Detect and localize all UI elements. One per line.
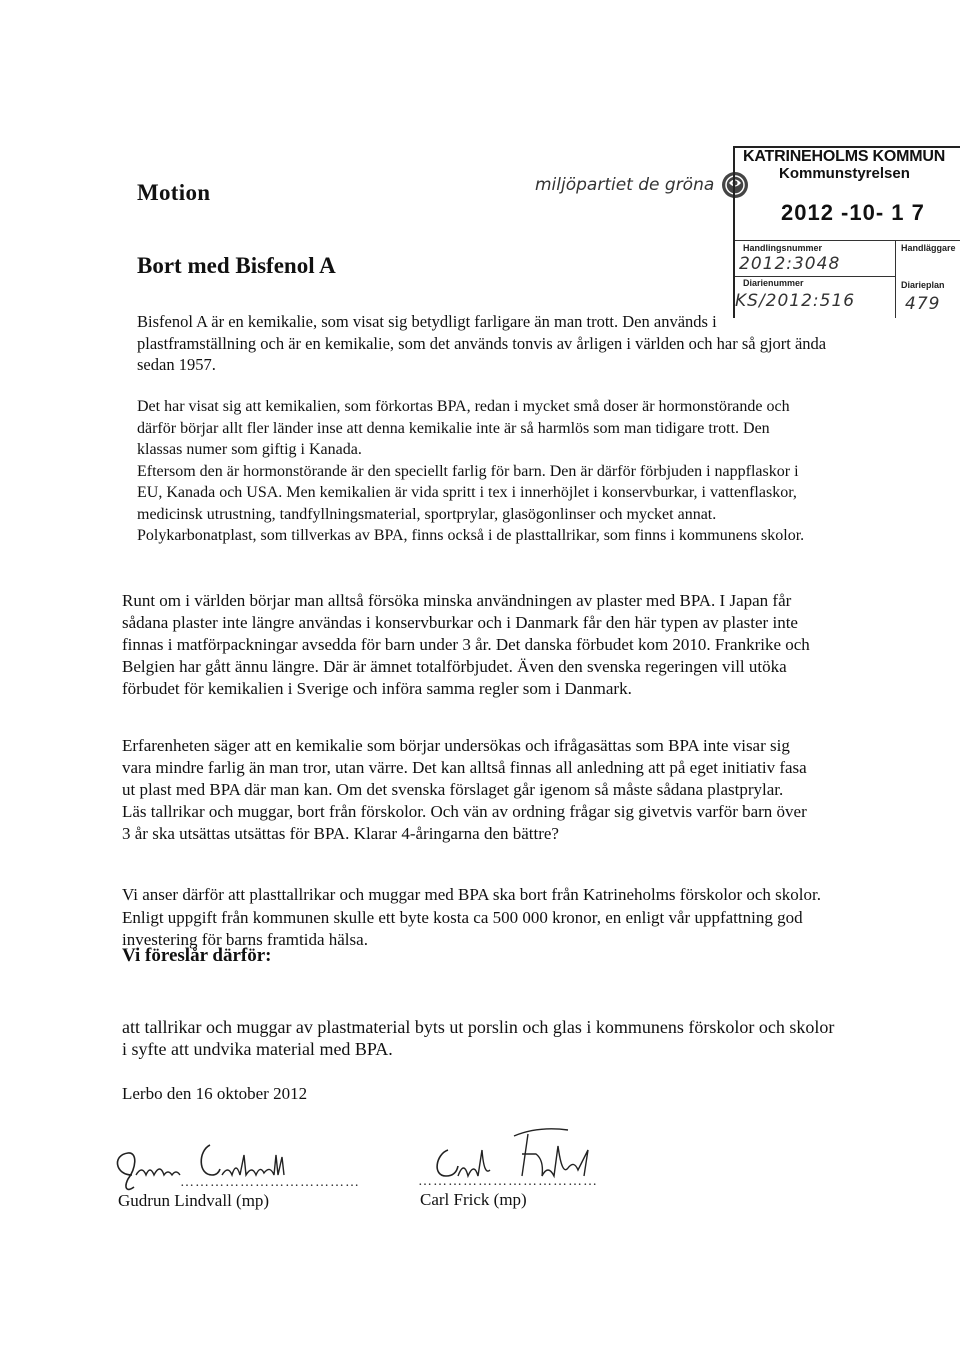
party-logo [535, 170, 750, 200]
diarieplan-label: Diarieplan [901, 280, 945, 290]
handlaggare-label: Handläggare [901, 243, 956, 253]
paragraph-text: Eftersom den är hormonstörande är den speciellt farlig för barn. Den är därför förbjuden i nappflaskor i EU, Kanada och USA. Men kemikalien är vida spritt i tex i innerhöjlet i konservburkar, i vattenflaskor, medicinsk utrustning, tandfyllningsmaterial, sportprylar, glasögonlinser och mycket annat. Polykarbonatplast, som tillverkas av BPA, finns också i de plasttallrikar, som finns i kommunens skolor. [137, 462, 805, 544]
diarieplan-value: 479 [905, 294, 941, 314]
paragraph-world [122, 590, 832, 700]
signature-block-1 [110, 1135, 370, 1215]
signatory-name-1: Gudrun Lindvall (mp) [118, 1191, 270, 1210]
stamp-column-divider [895, 240, 896, 318]
signatory-name-2: Carl Frick (mp) [420, 1190, 527, 1209]
signature-block-2 [418, 1120, 658, 1215]
paragraph-text: Vi anser därför att plasttallrikar och muggar med BPA ska bort från Katrineholms förskolor och skolor. Enligt uppgift från kommunen skulle ett byte kosta ca 500 000 kronor, en enligt vår uppfattning god investering för barns framtida hälsa. [122, 885, 821, 949]
stamp-date: 2012 -10- 1 7 [781, 200, 925, 225]
signature-line: ……………………………… [418, 1174, 598, 1189]
motion-label: Motion [137, 180, 211, 205]
stamp-divider [735, 240, 960, 241]
handlingsnummer-label: Handlingsnummer [743, 243, 823, 253]
registration-stamp [733, 146, 960, 318]
signature-line: ……………………………… [180, 1175, 360, 1190]
proposal-text: att tallrikar och muggar av plastmaterial byts ut porslin och glas i kommunens förskolor och skolor i syfte att undvika material med BPA. [122, 1017, 835, 1059]
paragraph-bpa-hormone [137, 396, 817, 547]
place-and-date: Lerbo den 16 oktober 2012 [122, 1084, 308, 1103]
paragraph-experience [122, 735, 812, 845]
proposal-heading: Vi föreslår därför: [122, 945, 272, 966]
diarienummer-label: Diarienummer [743, 278, 804, 288]
stamp-department: Kommunstyrelsen [779, 165, 910, 182]
diarienummer-value: KS/2012:516 [735, 291, 856, 311]
paragraph-text: Bisfenol A är en kemikalie, som visat sig betydligt farligare än man trott. Den används i plastframställning och är en kemikalie, som det används tonvis av årligen i världen och har så gjort ända sedan 1957. [137, 312, 827, 374]
paragraph-text: Erfarenheten säger att en kemikalie som börjar undersökas och ifrågasättas som BPA inte visar sig vara mindre farlig än man tror, utan värre. Det kan alltså finnas all anledning att på eget initiativ fasa ut plast med BPA där man kan. Om det svenska förslaget går igenom så måste sådana plastprylar. Läs tallrikar och muggar, bort från förskolor. Och vän av ordning frågar sig givetvis varför barn över 3 år ska utsättas utsättas för BPA. Klarar 4-åringarna den bättre? [122, 736, 807, 843]
stamp-organization: KATRINEHOLMS KOMMUN [743, 148, 946, 165]
paragraph-text: Det har visat sig att kemikalien, som förkortas BPA, redan i mycket små doser är hormonstörande och därför börjar allt fler länder inse att denna kemikalie inte är så harmlös som man tidigare trott. Den klassas numer som giftig i Kanada. [137, 398, 790, 458]
document-title: Bort med Bisfenol A [137, 253, 336, 278]
stamp-divider [735, 276, 895, 277]
party-name: miljöpartiet de gröna [535, 175, 715, 195]
paragraph-text: Runt om i världen börjar man alltså försöka minska användningen av plaster med BPA. I Japan får sådana plaster inte längre användas i konservburkar och i Danmark får den här typen av plaster inte finnas i matförpackningar avsedda för barn under 3 år. Det danska förbudet kom 2010. Frankrike och Belgien har gått ännu längre. Där är ämnet totalförbjudet. Även den svenska regeringen vill utöka förbudet för kemikalien i Sverige och införa samma regler som i Danmark. [122, 591, 810, 698]
handlingsnummer-value: 2012:3048 [739, 254, 841, 274]
paragraph-conclusion [122, 884, 822, 952]
paragraph-intro [137, 311, 827, 376]
